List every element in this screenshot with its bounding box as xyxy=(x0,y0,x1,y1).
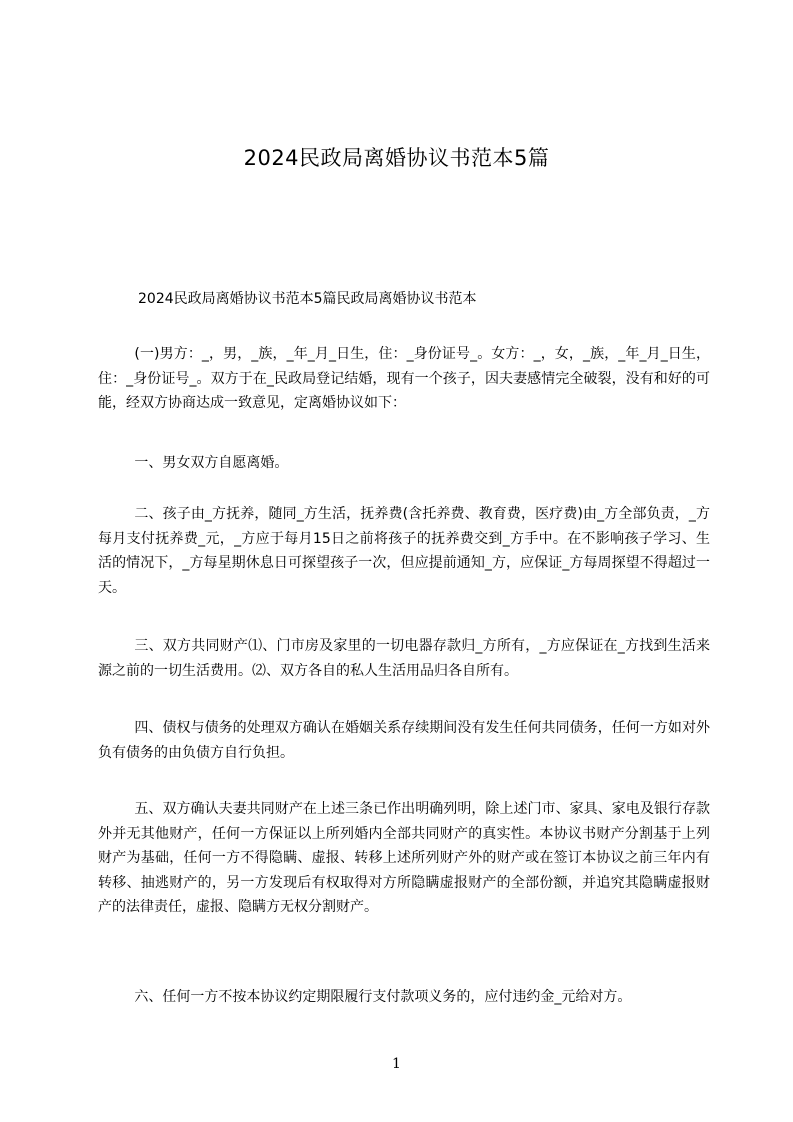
page-number: 1 xyxy=(392,1056,401,1072)
paragraph-clause-6: 六、任何一方不按本协议约定期限履行支付款项义务的，应付违约金_元给对方。 xyxy=(134,989,632,1005)
paragraph-clause-1: 一、男女双方自愿离婚。 xyxy=(134,455,289,471)
paragraph-clause-2: 二、孩子由_方抚养，随同_方生活，抚养费(含托养费、教育费，医疗费)由_方全部负责，_方每月支付抚养费_元，_方应于每月15日之前将孩子的抚养费交到_方手中。在不影响孩子学习、生活的情况下，_方每星期休息日可探望孩子一次，但应提前通知_方，应保证_方每周探望不得超过一天。 xyxy=(98,506,710,596)
paragraph-clause-3: 三、双方共同财产⑴、门市房及家里的一切电器存款归_方所有，_方应保证在_方找到生活来源之前的一切生活费用。⑵、双方各自的私人生活用品归各自所有。 xyxy=(98,638,710,679)
page-title: 2024民政局离婚协议书范本5篇 xyxy=(243,146,550,170)
paragraph-clause-5: 五、双方确认夫妻共同财产在上述三条已作出明确列明，除上述门市、家具、家电及银行存款外并无其他财产，任何一方保证以上所列婚内全部共同财产的真实性。本协议书财产分割基于上列财产为基础，任何一方不得隐瞒、虚报、转移上述所列财产外的财产或在签订本协议之前三年内有转移、抽逃财产的，另一方发现后有权取得对方所隐瞒虚报财产的全部份额，并追究其隐瞒虚报财产的法律责任，虚报、隐瞒方无权分割财产。 xyxy=(98,801,710,915)
document-subtitle: 2024民政局离婚协议书范本5篇民政局离婚协议书范本 xyxy=(138,291,477,307)
paragraph-parties: (一)男方：_，男，_族，_年_月_日生，住：_身份证号_。女方：_，女，_族，_年_月_日生，住：_身份证号_。双方于在_民政局登记结婚，现有一个孩子，因夫妻感情完全破裂，没有和好的可能，经双方协商达成一致意见，定离婚协议如下： xyxy=(98,346,710,411)
paragraph-clause-4: 四、债权与债务的处理双方确认在婚姻关系存续期间没有发生任何共同债务，任何一方如对外负有债务的由负债方自行负担。 xyxy=(98,720,710,761)
